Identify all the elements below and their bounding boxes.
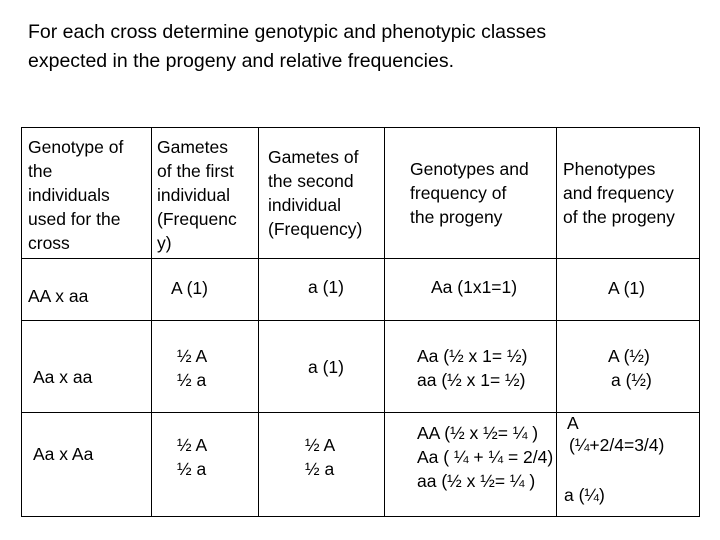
phenotypes-line-2: (¼+2/4=3/4)	[569, 435, 665, 455]
phenotypes-line-2: a (½)	[611, 370, 652, 390]
gametes-second: a (1)	[308, 357, 344, 377]
gametes-second: a (1)	[308, 277, 344, 297]
phenotypes-line-3: a (¼)	[564, 485, 605, 505]
header-genotype: Genotype of the individuals used for the cross	[28, 137, 124, 253]
column-divider	[556, 128, 557, 516]
gametes-first-line-1: ½ A	[177, 435, 208, 455]
gametes-second-line-1: ½ A	[305, 435, 336, 455]
progeny-genotypes-line-2: aa (½ x 1= ½)	[417, 370, 526, 390]
column-divider	[151, 128, 152, 516]
header-progeny-genotypes: Genotypes and frequency of the progeny	[410, 159, 529, 227]
row-divider	[22, 258, 699, 259]
progeny-genotypes-line-2: Aa ( ¼ + ¼ = 2/4)	[417, 447, 554, 467]
column-divider	[384, 128, 385, 516]
phenotypes: A (1)	[608, 278, 645, 298]
progeny-genotypes-line-1: Aa (½ x 1= ½)	[417, 346, 528, 366]
gametes-first-line-1: ½ A	[177, 346, 208, 366]
progeny-genotypes-line-1: AA (½ x ½= ¼ )	[417, 423, 539, 443]
progeny-genotypes-line-3: aa (½ x ½= ¼ )	[417, 471, 536, 491]
gametes-first-line-2: ½ a	[177, 370, 207, 390]
header-phenotypes: Phenotypes and frequency of the progeny	[563, 159, 675, 227]
phenotypes-line-1: A (½)	[608, 346, 650, 366]
phenotypes-line-1: A	[567, 413, 579, 433]
header-gametes-second: Gametes of the second individual (Frequency)	[268, 147, 363, 239]
heading-line-2: expected in the progeny and relative frequencies.	[28, 50, 455, 72]
cross-genotype: Aa x aa	[33, 367, 93, 387]
row-divider	[22, 320, 699, 321]
page-heading	[28, 18, 688, 76]
header-gametes-first: Gametes of the first individual (Frequenc y)	[157, 137, 237, 253]
gametes-first-line-2: ½ a	[177, 459, 207, 479]
column-divider	[258, 128, 259, 516]
cross-genotype: Aa x Aa	[33, 444, 94, 464]
gametes-first: A (1)	[171, 278, 208, 298]
gametes-second-line-2: ½ a	[305, 459, 335, 479]
cross-genotype: AA x aa	[28, 286, 89, 306]
heading-line-1: For each cross determine genotypic and phenotypic classes	[28, 21, 547, 43]
progeny-genotypes: Aa (1x1=1)	[431, 277, 518, 297]
genetics-table	[21, 127, 700, 517]
row-divider	[22, 412, 699, 413]
